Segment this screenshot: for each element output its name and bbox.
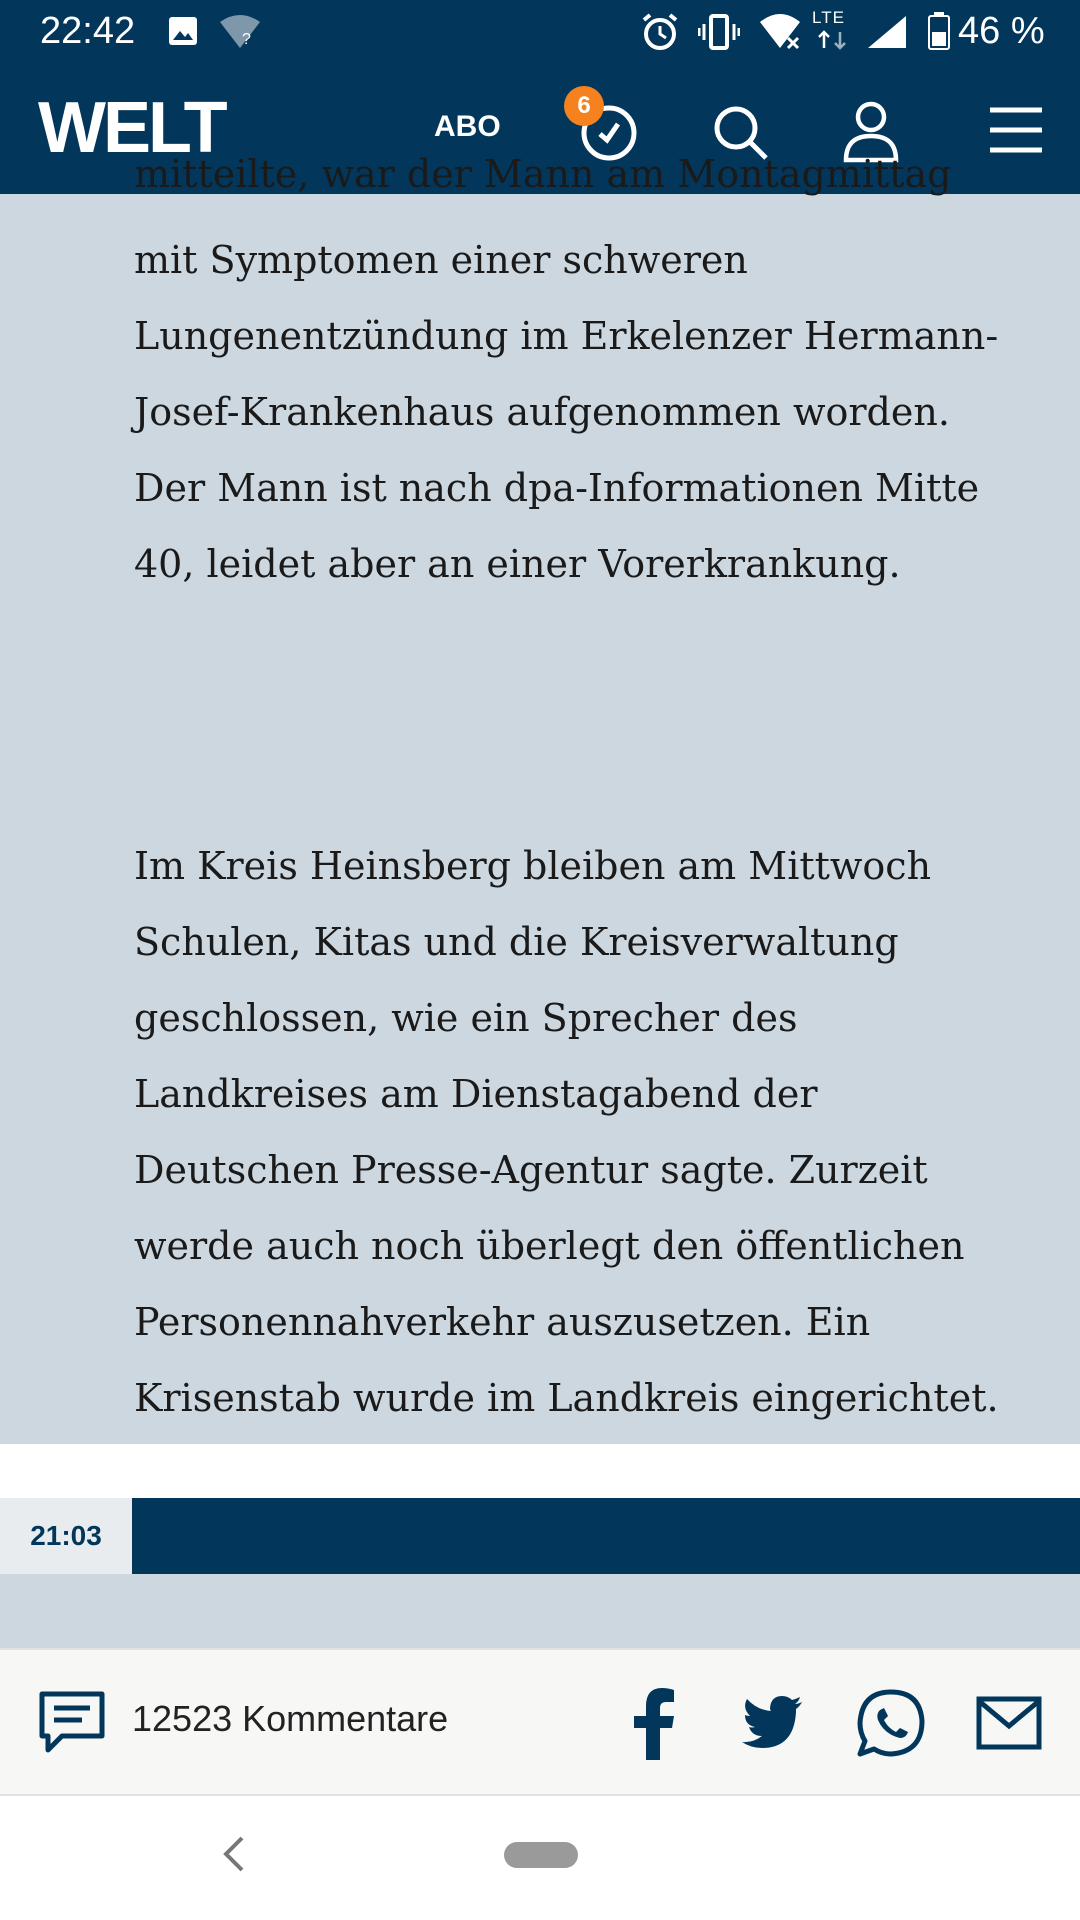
back-icon[interactable] <box>218 1834 250 1874</box>
article-paragraph: mit Symptomen einer schweren Lungenentzündung im Erkelenzer Hermann-Josef-Krankenhaus aufgenommen worden. Der Mann ist nach dpa-Informationen Mitte 40, leidet aber an einer Vorerkrankung. <box>134 238 999 586</box>
ticker-entry-body <box>0 1574 1080 1648</box>
system-nav-bar <box>0 1796 1080 1920</box>
comments-count[interactable]: 12523 Kommentare <box>132 1698 449 1739</box>
article-cut-line: mitteilte, war der Mann am Montagmittag <box>134 152 952 196</box>
history-badge: 6 <box>564 86 604 126</box>
lte-label: LTE <box>812 8 845 27</box>
wifi-icon <box>758 12 802 52</box>
twitter-icon[interactable] <box>740 1694 804 1750</box>
battery-icon <box>928 12 950 50</box>
image-icon <box>168 16 198 46</box>
abo-button[interactable]: ABO <box>434 110 501 143</box>
signal-icon <box>866 14 908 50</box>
vibrate-icon <box>698 12 740 52</box>
svg-text:?: ? <box>242 31 251 48</box>
lte-icon <box>812 8 852 52</box>
battery-percent: 46 % <box>958 10 1045 52</box>
ticker-timestamp: 21:03 <box>0 1498 132 1574</box>
wifi-question-icon <box>218 14 262 50</box>
section-divider <box>0 1444 1080 1498</box>
article-body <box>0 152 1080 1444</box>
live-ticker-entry-header <box>0 1498 1080 1574</box>
article-paragraph: Im Kreis Heinsberg bleiben am Mittwoch Schulen, Kitas und die Kreisverwaltung geschlossen, wie ein Sprecher des Landkreises am Dienstagabend der Deutschen Presse-Agentur sagte. Zurzeit werde auch noch überlegt den öffentlichen Personennahverkehr auszusetzen. Ein Krisenstab wurde im Landkreis eingerichtet. <box>134 844 999 1420</box>
status-time: 22:42 <box>40 10 136 52</box>
whatsapp-icon[interactable] <box>856 1688 926 1758</box>
facebook-icon[interactable] <box>632 1688 676 1760</box>
comment-icon[interactable] <box>38 1690 106 1756</box>
status-bar <box>0 0 1080 64</box>
home-pill[interactable] <box>504 1842 578 1868</box>
mail-icon[interactable] <box>976 1696 1042 1750</box>
alarm-icon <box>640 12 680 52</box>
share-bar <box>0 1648 1080 1796</box>
welt-logo[interactable]: WELT <box>38 88 225 168</box>
